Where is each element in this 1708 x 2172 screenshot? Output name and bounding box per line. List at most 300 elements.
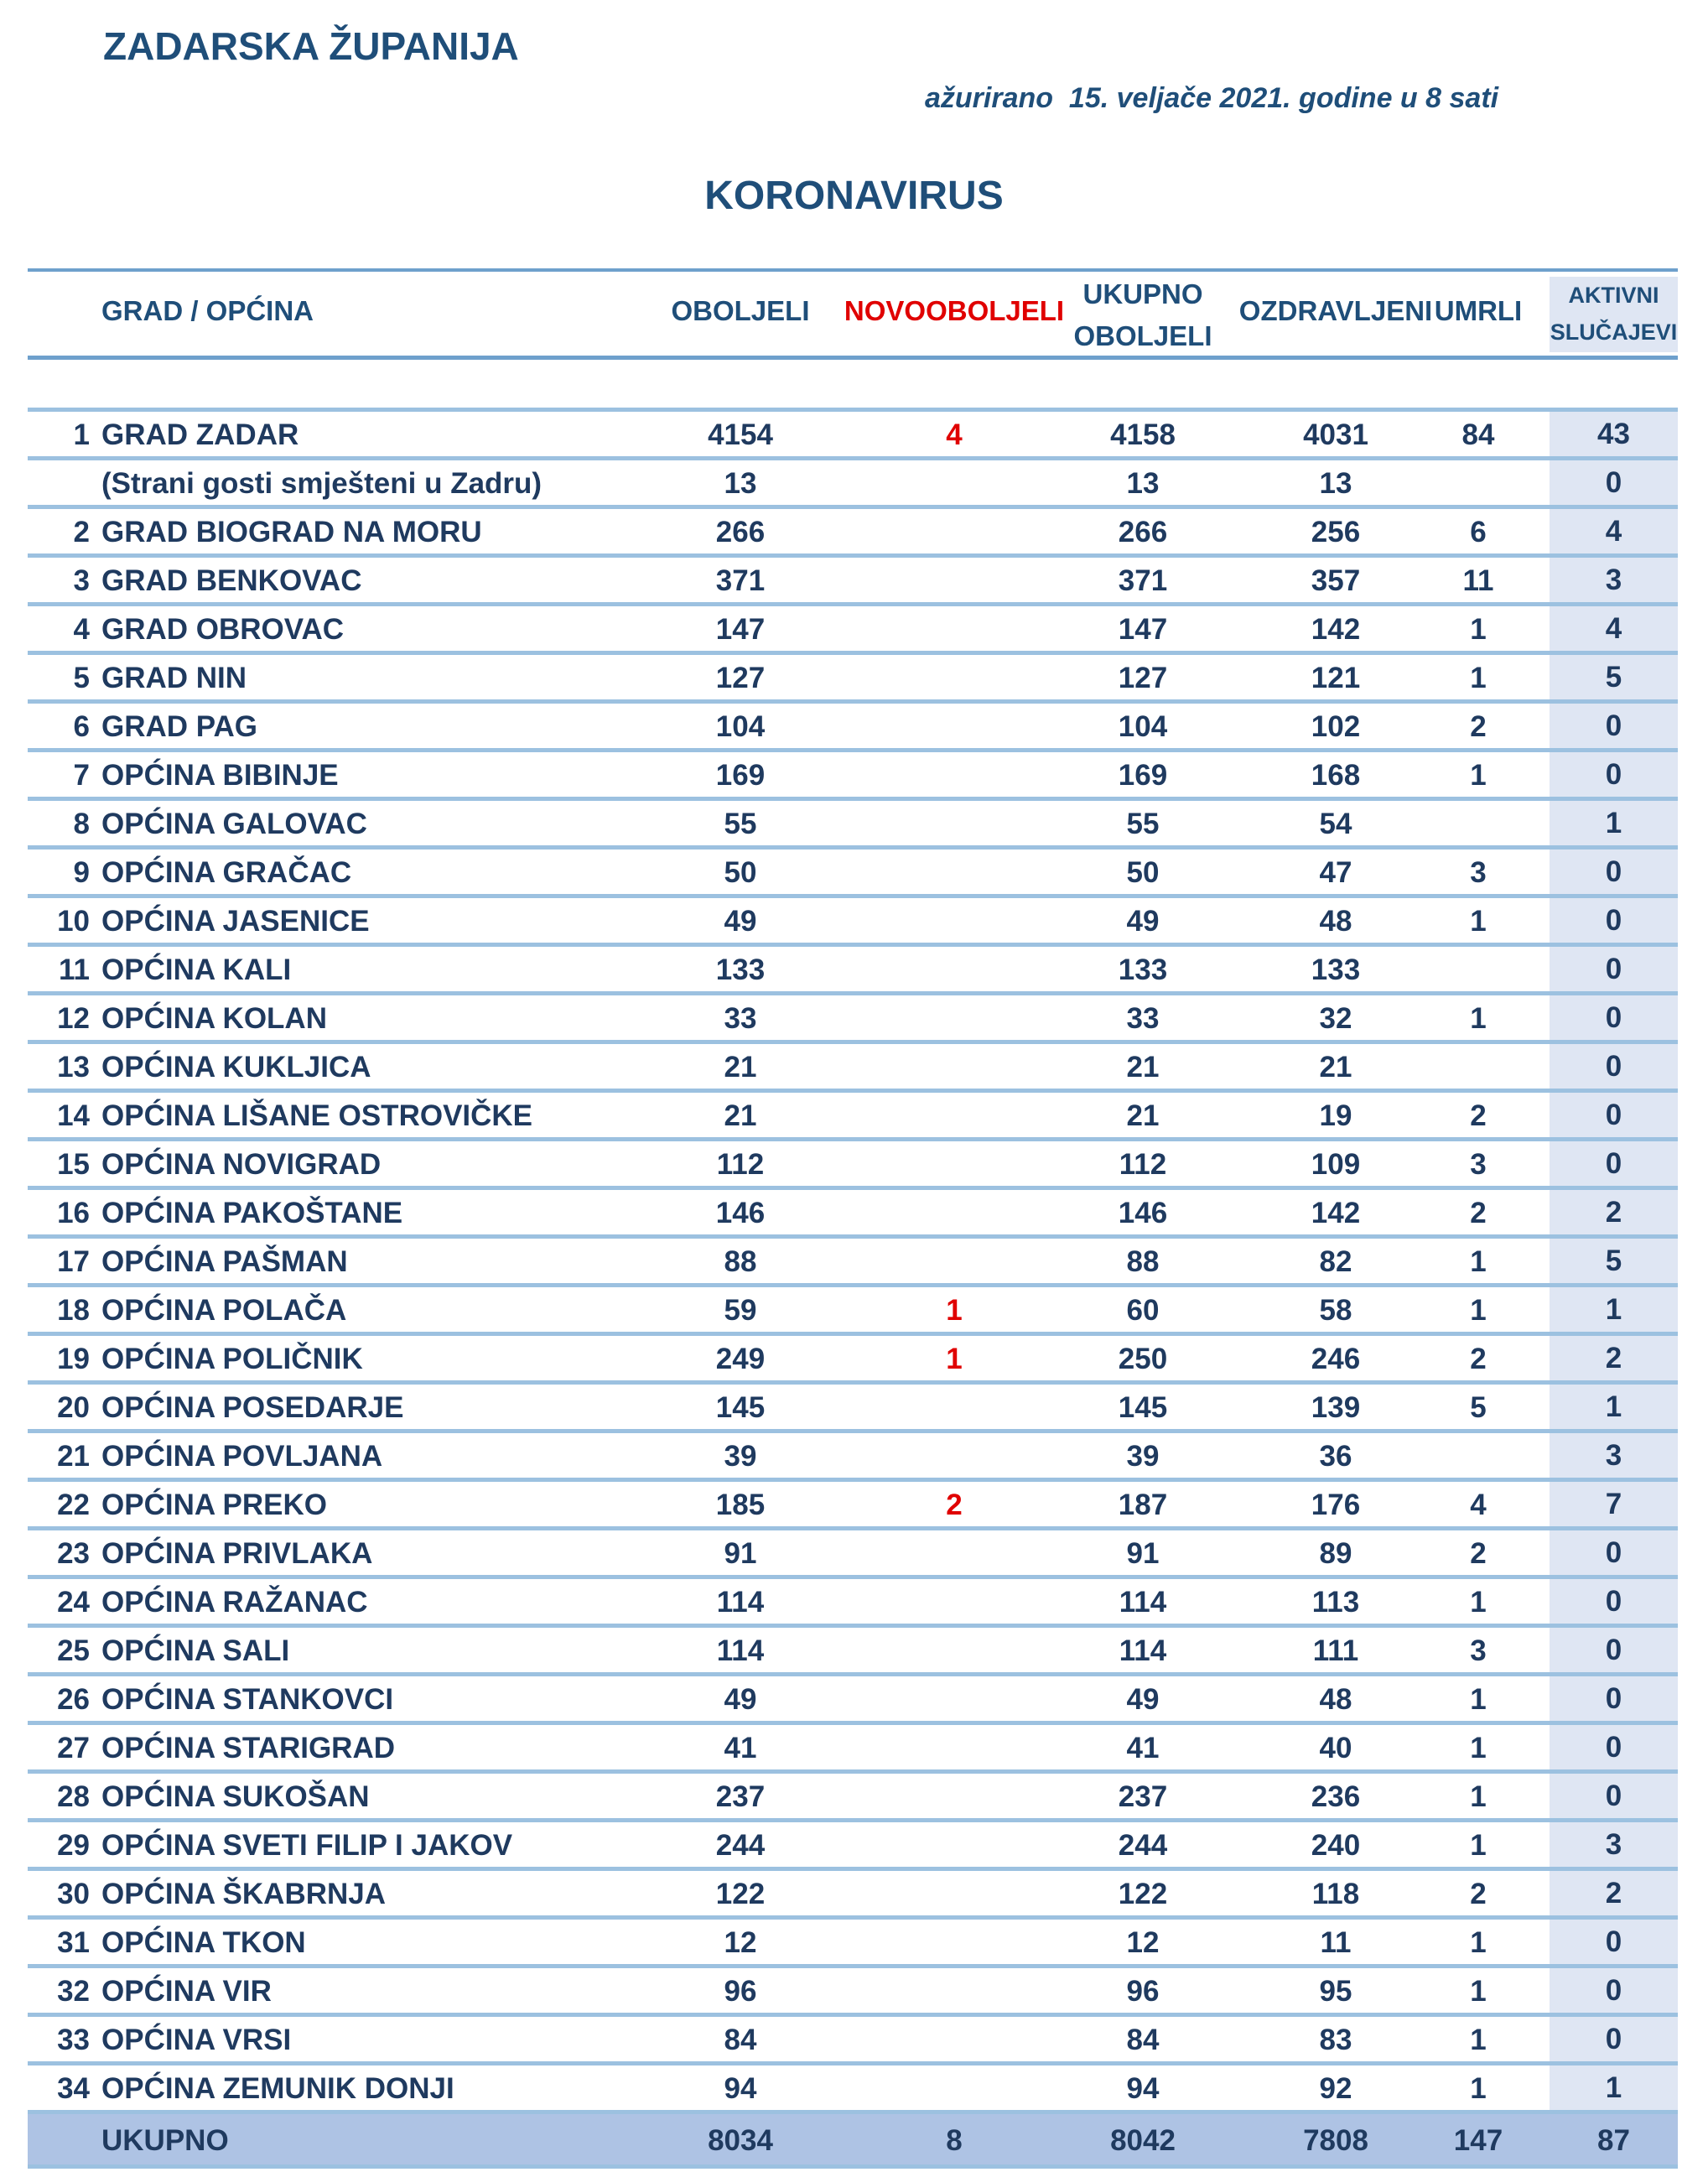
row-number: 6 [73, 710, 90, 743]
row-total: 91 [1126, 1537, 1160, 1570]
row-infected: 49 [724, 905, 757, 938]
row-recovered: 139 [1311, 1391, 1361, 1424]
row-number: 21 [57, 1440, 90, 1473]
row-active: 0 [1550, 1676, 1678, 1721]
row-number: 1 [73, 418, 90, 451]
row-name: OPĆINA SALI [101, 1634, 290, 1667]
row-number: 19 [57, 1343, 90, 1375]
row-number: 5 [73, 662, 90, 694]
row-name: OPĆINA GRAČAC [101, 856, 352, 889]
row-active: 7 [1550, 1482, 1678, 1526]
table-row [28, 1093, 1678, 1141]
table-row [28, 898, 1678, 947]
row-died: 2 [1470, 1878, 1487, 1910]
row-infected: 169 [715, 759, 766, 792]
row-infected: 244 [715, 1829, 766, 1862]
row-total: 145 [1118, 1391, 1168, 1424]
row-active: 0 [1550, 460, 1678, 505]
row-name: OPĆINA LIŠANE OSTROVIČKE [101, 1099, 533, 1132]
row-total: 187 [1118, 1489, 1168, 1521]
table-row [28, 509, 1678, 558]
row-recovered: 36 [1319, 1440, 1352, 1473]
totals-active: 87 [1597, 2124, 1630, 2157]
row-recovered: 47 [1319, 856, 1352, 889]
table-row [28, 1871, 1678, 1920]
row-infected: 114 [716, 1634, 765, 1667]
row-infected: 39 [724, 1440, 757, 1473]
row-active: 0 [1550, 947, 1678, 991]
row-number: 4 [73, 613, 90, 646]
row-total: 133 [1118, 953, 1168, 986]
table-row [28, 460, 1678, 509]
table-row [28, 1968, 1678, 2017]
row-total: 88 [1126, 1245, 1160, 1278]
row-name: OPĆINA NOVIGRAD [101, 1148, 382, 1181]
row-died: 2 [1470, 1537, 1487, 1570]
row-total: 244 [1118, 1829, 1168, 1862]
row-died: 1 [1470, 759, 1487, 792]
row-total: 122 [1118, 1878, 1168, 1910]
col-header-name: GRAD / OPĆINA [101, 295, 314, 326]
row-name: OPĆINA KUKLJICA [101, 1051, 371, 1083]
row-recovered: 357 [1311, 564, 1361, 597]
row-active: 43 [1550, 412, 1678, 456]
row-name: OPĆINA RAŽANAC [101, 1586, 368, 1619]
row-infected: 133 [715, 953, 766, 986]
row-number: 15 [57, 1148, 90, 1181]
col-header-active [1550, 277, 1678, 352]
county-title: ZADARSKA ŽUPANIJA [103, 24, 519, 68]
row-infected: 122 [715, 1878, 766, 1910]
row-name: OPĆINA STANKOVCI [101, 1683, 394, 1716]
row-number: 2 [73, 516, 90, 548]
row-total: 39 [1126, 1440, 1160, 1473]
table-row [28, 801, 1678, 850]
row-died: 1 [1470, 1245, 1487, 1278]
row-number: 24 [57, 1586, 90, 1619]
row-recovered: 89 [1319, 1537, 1352, 1570]
row-recovered: 82 [1319, 1245, 1352, 1278]
row-total: 49 [1126, 1683, 1160, 1716]
row-infected: 4154 [708, 418, 773, 451]
row-infected: 146 [715, 1197, 766, 1229]
row-recovered: 236 [1311, 1780, 1361, 1813]
row-active: 5 [1550, 655, 1678, 699]
row-total: 147 [1118, 613, 1168, 646]
row-recovered: 48 [1319, 905, 1352, 938]
row-name: GRAD NIN [101, 662, 247, 694]
row-number: 18 [57, 1294, 90, 1327]
row-infected: 127 [715, 662, 766, 694]
row-number: 26 [57, 1683, 90, 1716]
row-infected: 50 [724, 856, 757, 889]
row-died: 1 [1470, 1780, 1487, 1813]
row-infected: 147 [715, 613, 766, 646]
row-died: 1 [1470, 1732, 1487, 1764]
row-name: GRAD ZADAR [101, 418, 299, 451]
col-header-active-line1: AKTIVNI [1568, 283, 1659, 308]
table-row [28, 1385, 1678, 1433]
row-died: 1 [1470, 1586, 1487, 1619]
row-infected: 49 [724, 1683, 757, 1716]
row-recovered: 13 [1319, 467, 1352, 500]
row-name: OPĆINA KOLAN [101, 1002, 327, 1035]
row-recovered: 113 [1311, 1586, 1360, 1619]
table-row [28, 412, 1678, 460]
table-row [28, 1774, 1678, 1822]
table-row [28, 606, 1678, 655]
row-recovered: 83 [1319, 2024, 1352, 2056]
row-recovered: 176 [1311, 1489, 1361, 1521]
row-number: 20 [57, 1391, 90, 1424]
row-total: 266 [1118, 516, 1168, 548]
row-died: 1 [1470, 905, 1487, 938]
row-infected: 91 [724, 1537, 757, 1570]
row-died: 2 [1470, 1197, 1487, 1229]
row-infected: 266 [715, 516, 766, 548]
row-number: 11 [59, 953, 90, 986]
row-recovered: 92 [1319, 2072, 1352, 2105]
table-row [28, 655, 1678, 704]
row-number: 30 [57, 1878, 90, 1910]
row-active: 0 [1550, 752, 1678, 797]
row-new: 4 [946, 418, 963, 451]
row-name: OPĆINA JASENICE [101, 905, 370, 938]
row-total: 12 [1126, 1926, 1160, 1959]
row-name: OPĆINA STARIGRAD [101, 1732, 395, 1764]
row-name: GRAD PAG [101, 710, 258, 743]
row-recovered: 21 [1319, 1051, 1352, 1083]
header-spacer [28, 360, 1678, 412]
col-header-recovered: OZDRAVLJENI [1238, 295, 1433, 326]
row-recovered: 58 [1319, 1294, 1352, 1327]
row-died: 1 [1470, 1975, 1487, 2008]
row-infected: 96 [724, 1975, 757, 2008]
table-header [28, 268, 1678, 360]
row-recovered: 48 [1319, 1683, 1352, 1716]
row-died: 1 [1470, 1294, 1487, 1327]
row-number: 8 [73, 808, 90, 840]
row-number: 33 [57, 2024, 90, 2056]
row-infected: 13 [724, 467, 757, 500]
row-number: 14 [57, 1099, 90, 1132]
row-infected: 84 [724, 2024, 757, 2056]
table-row [28, 752, 1678, 801]
row-active: 0 [1550, 1968, 1678, 2013]
row-died: 3 [1470, 856, 1487, 889]
table-row [28, 2065, 1678, 2114]
table-row [28, 1190, 1678, 1239]
row-active: 2 [1550, 1336, 1678, 1380]
row-active: 0 [1550, 1044, 1678, 1089]
row-number: 29 [57, 1829, 90, 1862]
row-infected: 94 [724, 2072, 757, 2105]
table-row [28, 947, 1678, 995]
row-infected: 33 [724, 1002, 757, 1035]
row-died: 1 [1470, 1683, 1487, 1716]
row-active: 0 [1550, 1725, 1678, 1769]
totals-new: 8 [946, 2124, 963, 2157]
row-recovered: 256 [1311, 516, 1361, 548]
row-total: 169 [1118, 759, 1168, 792]
row-total: 60 [1126, 1294, 1160, 1327]
table-row [28, 1530, 1678, 1579]
row-infected: 185 [715, 1489, 766, 1521]
row-active: 0 [1550, 995, 1678, 1040]
totals-recovered: 7808 [1303, 2124, 1368, 2157]
row-number: 34 [57, 2072, 90, 2105]
row-number: 12 [57, 1002, 90, 1035]
row-recovered: 32 [1319, 1002, 1352, 1035]
row-name: OPĆINA PREKO [101, 1489, 328, 1521]
row-name: OPĆINA POSEDARJE [101, 1391, 404, 1424]
row-active: 1 [1550, 2065, 1678, 2110]
col-header-total-line2: OBOLJELI [1073, 320, 1212, 351]
row-name: OPĆINA POVLJANA [101, 1440, 383, 1473]
row-total: 94 [1126, 2072, 1160, 2105]
row-infected: 41 [724, 1732, 757, 1764]
row-recovered: 11 [1320, 1926, 1352, 1959]
row-total: 4158 [1110, 418, 1176, 451]
row-recovered: 109 [1311, 1148, 1361, 1181]
row-new: 1 [946, 1343, 963, 1375]
row-recovered: 102 [1311, 710, 1361, 743]
row-name: OPĆINA BIBINJE [101, 759, 339, 792]
totals-infected: 8034 [708, 2124, 773, 2157]
covid-table [28, 268, 1678, 2169]
table-row [28, 1579, 1678, 1628]
row-active: 0 [1550, 2017, 1678, 2061]
row-active: 0 [1550, 1920, 1678, 1964]
row-active: 0 [1550, 1774, 1678, 1818]
row-active: 0 [1550, 1579, 1678, 1624]
row-name: OPĆINA VIR [101, 1975, 272, 2008]
row-name: OPĆINA ZEMUNIK DONJI [101, 2072, 454, 2105]
row-active: 1 [1550, 801, 1678, 845]
row-died: 5 [1470, 1391, 1487, 1424]
row-name: OPĆINA GALOVAC [101, 808, 367, 840]
row-name: OPĆINA POLAČA [101, 1294, 347, 1327]
row-new: 2 [946, 1489, 963, 1521]
row-name: OPĆINA PRIVLAKA [101, 1537, 373, 1570]
row-recovered: 118 [1311, 1878, 1360, 1910]
row-number: 16 [57, 1197, 90, 1229]
row-active: 4 [1550, 606, 1678, 651]
table-row [28, 995, 1678, 1044]
row-total: 371 [1118, 564, 1168, 597]
table-row [28, 1725, 1678, 1774]
row-number: 32 [57, 1975, 90, 2008]
row-infected: 145 [715, 1391, 766, 1424]
table-row [28, 1433, 1678, 1482]
row-died: 1 [1470, 1002, 1487, 1035]
row-active: 0 [1550, 898, 1678, 943]
row-name: OPĆINA ŠKABRNJA [101, 1878, 387, 1910]
row-total: 104 [1118, 710, 1168, 743]
row-recovered: 54 [1319, 808, 1352, 840]
row-number: 25 [57, 1634, 90, 1667]
row-total: 13 [1126, 467, 1160, 500]
row-recovered: 111 [1312, 1634, 1359, 1667]
row-number: 27 [57, 1732, 90, 1764]
row-died: 84 [1461, 418, 1495, 451]
row-died: 11 [1462, 564, 1494, 597]
table-row [28, 1287, 1678, 1336]
row-name: GRAD BENKOVAC [101, 564, 362, 597]
table-row [28, 1239, 1678, 1287]
row-number: 13 [57, 1051, 90, 1083]
row-active: 2 [1550, 1190, 1678, 1234]
row-recovered: 246 [1311, 1343, 1361, 1375]
row-died: 1 [1470, 1829, 1487, 1862]
row-recovered: 142 [1311, 1197, 1361, 1229]
table-body [28, 412, 1678, 2114]
table-row [28, 558, 1678, 606]
row-total: 49 [1126, 905, 1160, 938]
row-name: (Strani gosti smješteni u Zadru) [101, 467, 543, 500]
row-infected: 112 [716, 1148, 765, 1181]
table-row [28, 1676, 1678, 1725]
row-name: GRAD BIOGRAD NA MORU [101, 516, 482, 548]
row-name: OPĆINA TKON [101, 1926, 306, 1959]
row-number: 9 [73, 856, 90, 889]
table-row [28, 2017, 1678, 2065]
row-infected: 88 [724, 1245, 757, 1278]
totals-row [28, 2114, 1678, 2169]
row-died: 2 [1470, 1343, 1487, 1375]
col-header-total-line1: UKUPNO [1082, 278, 1203, 309]
row-active: 1 [1550, 1287, 1678, 1332]
row-infected: 21 [724, 1099, 757, 1132]
row-died: 1 [1470, 2072, 1487, 2105]
totals-total: 8042 [1110, 2124, 1176, 2157]
row-active: 0 [1550, 704, 1678, 748]
row-infected: 237 [715, 1780, 766, 1813]
row-total: 33 [1126, 1002, 1160, 1035]
row-number: 23 [57, 1537, 90, 1570]
totals-died: 147 [1453, 2124, 1503, 2157]
table-row [28, 1482, 1678, 1530]
row-total: 50 [1126, 856, 1160, 889]
row-total: 112 [1119, 1148, 1167, 1181]
row-name: OPĆINA PAŠMAN [101, 1245, 348, 1278]
row-active: 2 [1550, 1871, 1678, 1915]
table-row [28, 1628, 1678, 1676]
row-new: 1 [946, 1294, 963, 1327]
row-infected: 371 [715, 564, 766, 597]
col-header-new: NOVOOBOLJELI [844, 295, 1065, 326]
row-total: 237 [1118, 1780, 1168, 1813]
row-infected: 104 [715, 710, 766, 743]
table-row [28, 704, 1678, 752]
row-infected: 59 [724, 1294, 757, 1327]
row-total: 55 [1126, 808, 1160, 840]
row-number: 7 [73, 759, 90, 792]
row-died: 1 [1470, 2024, 1487, 2056]
table-row [28, 1822, 1678, 1871]
row-number: 28 [57, 1780, 90, 1813]
row-died: 1 [1470, 662, 1487, 694]
row-infected: 21 [724, 1051, 757, 1083]
row-infected: 12 [724, 1926, 757, 1959]
row-recovered: 40 [1319, 1732, 1352, 1764]
row-active: 5 [1550, 1239, 1678, 1283]
row-number: 17 [57, 1245, 90, 1278]
row-recovered: 95 [1319, 1975, 1352, 2008]
page-title: KORONAVIRUS [704, 174, 1004, 218]
row-total: 96 [1126, 1975, 1160, 2008]
row-infected: 249 [715, 1343, 766, 1375]
table-row [28, 1920, 1678, 1968]
row-total: 250 [1118, 1343, 1168, 1375]
row-active: 0 [1550, 1530, 1678, 1575]
row-active: 0 [1550, 1141, 1678, 1186]
row-name: OPĆINA PAKOŠTANE [101, 1197, 403, 1229]
row-name: GRAD OBROVAC [101, 613, 345, 646]
update-date: ažurirano 15. veljače 2021. godine u 8 sati [925, 82, 1499, 114]
table-row [28, 850, 1678, 898]
row-active: 0 [1550, 850, 1678, 894]
row-name: OPĆINA KALI [101, 953, 292, 986]
row-number: 3 [73, 564, 90, 597]
row-active: 0 [1550, 1093, 1678, 1137]
col-header-infected: OBOLJELI [671, 295, 810, 326]
table-row [28, 1336, 1678, 1385]
row-died: 1 [1470, 613, 1487, 646]
row-name: OPĆINA SUKOŠAN [101, 1780, 370, 1813]
row-died: 3 [1470, 1148, 1487, 1181]
row-active: 3 [1550, 558, 1678, 602]
row-name: OPĆINA VRSI [101, 2024, 292, 2056]
row-active: 3 [1550, 1822, 1678, 1867]
row-died: 3 [1470, 1634, 1487, 1667]
row-name: OPĆINA POLIČNIK [101, 1343, 363, 1375]
table-row [28, 1141, 1678, 1190]
row-active: 4 [1550, 509, 1678, 553]
row-infected: 55 [724, 808, 757, 840]
row-total: 21 [1126, 1051, 1160, 1083]
row-recovered: 4031 [1303, 418, 1368, 451]
row-recovered: 133 [1311, 953, 1361, 986]
row-total: 114 [1119, 1586, 1167, 1619]
row-total: 41 [1126, 1732, 1160, 1764]
row-number: 10 [57, 905, 90, 938]
row-died: 6 [1470, 516, 1487, 548]
col-header-died: UMRLI [1434, 295, 1523, 326]
row-total: 114 [1119, 1634, 1167, 1667]
row-number: 22 [57, 1489, 90, 1521]
row-total: 127 [1118, 662, 1168, 694]
row-active: 1 [1550, 1385, 1678, 1429]
col-header-active-line2: SLUČAJEVI [1550, 320, 1678, 345]
table-row [28, 1044, 1678, 1093]
row-active: 0 [1550, 1628, 1678, 1672]
row-active: 3 [1550, 1433, 1678, 1478]
row-recovered: 168 [1311, 759, 1361, 792]
row-name: OPĆINA SVETI FILIP I JAKOV [101, 1829, 513, 1862]
row-died: 2 [1470, 710, 1487, 743]
row-recovered: 19 [1319, 1099, 1352, 1132]
row-infected: 114 [716, 1586, 765, 1619]
row-total: 84 [1126, 2024, 1160, 2056]
row-died: 2 [1470, 1099, 1487, 1132]
row-died: 1 [1470, 1926, 1487, 1959]
row-total: 21 [1126, 1099, 1160, 1132]
row-recovered: 142 [1311, 613, 1361, 646]
row-total: 146 [1118, 1197, 1168, 1229]
row-died: 4 [1470, 1489, 1487, 1521]
row-recovered: 240 [1311, 1829, 1361, 1862]
